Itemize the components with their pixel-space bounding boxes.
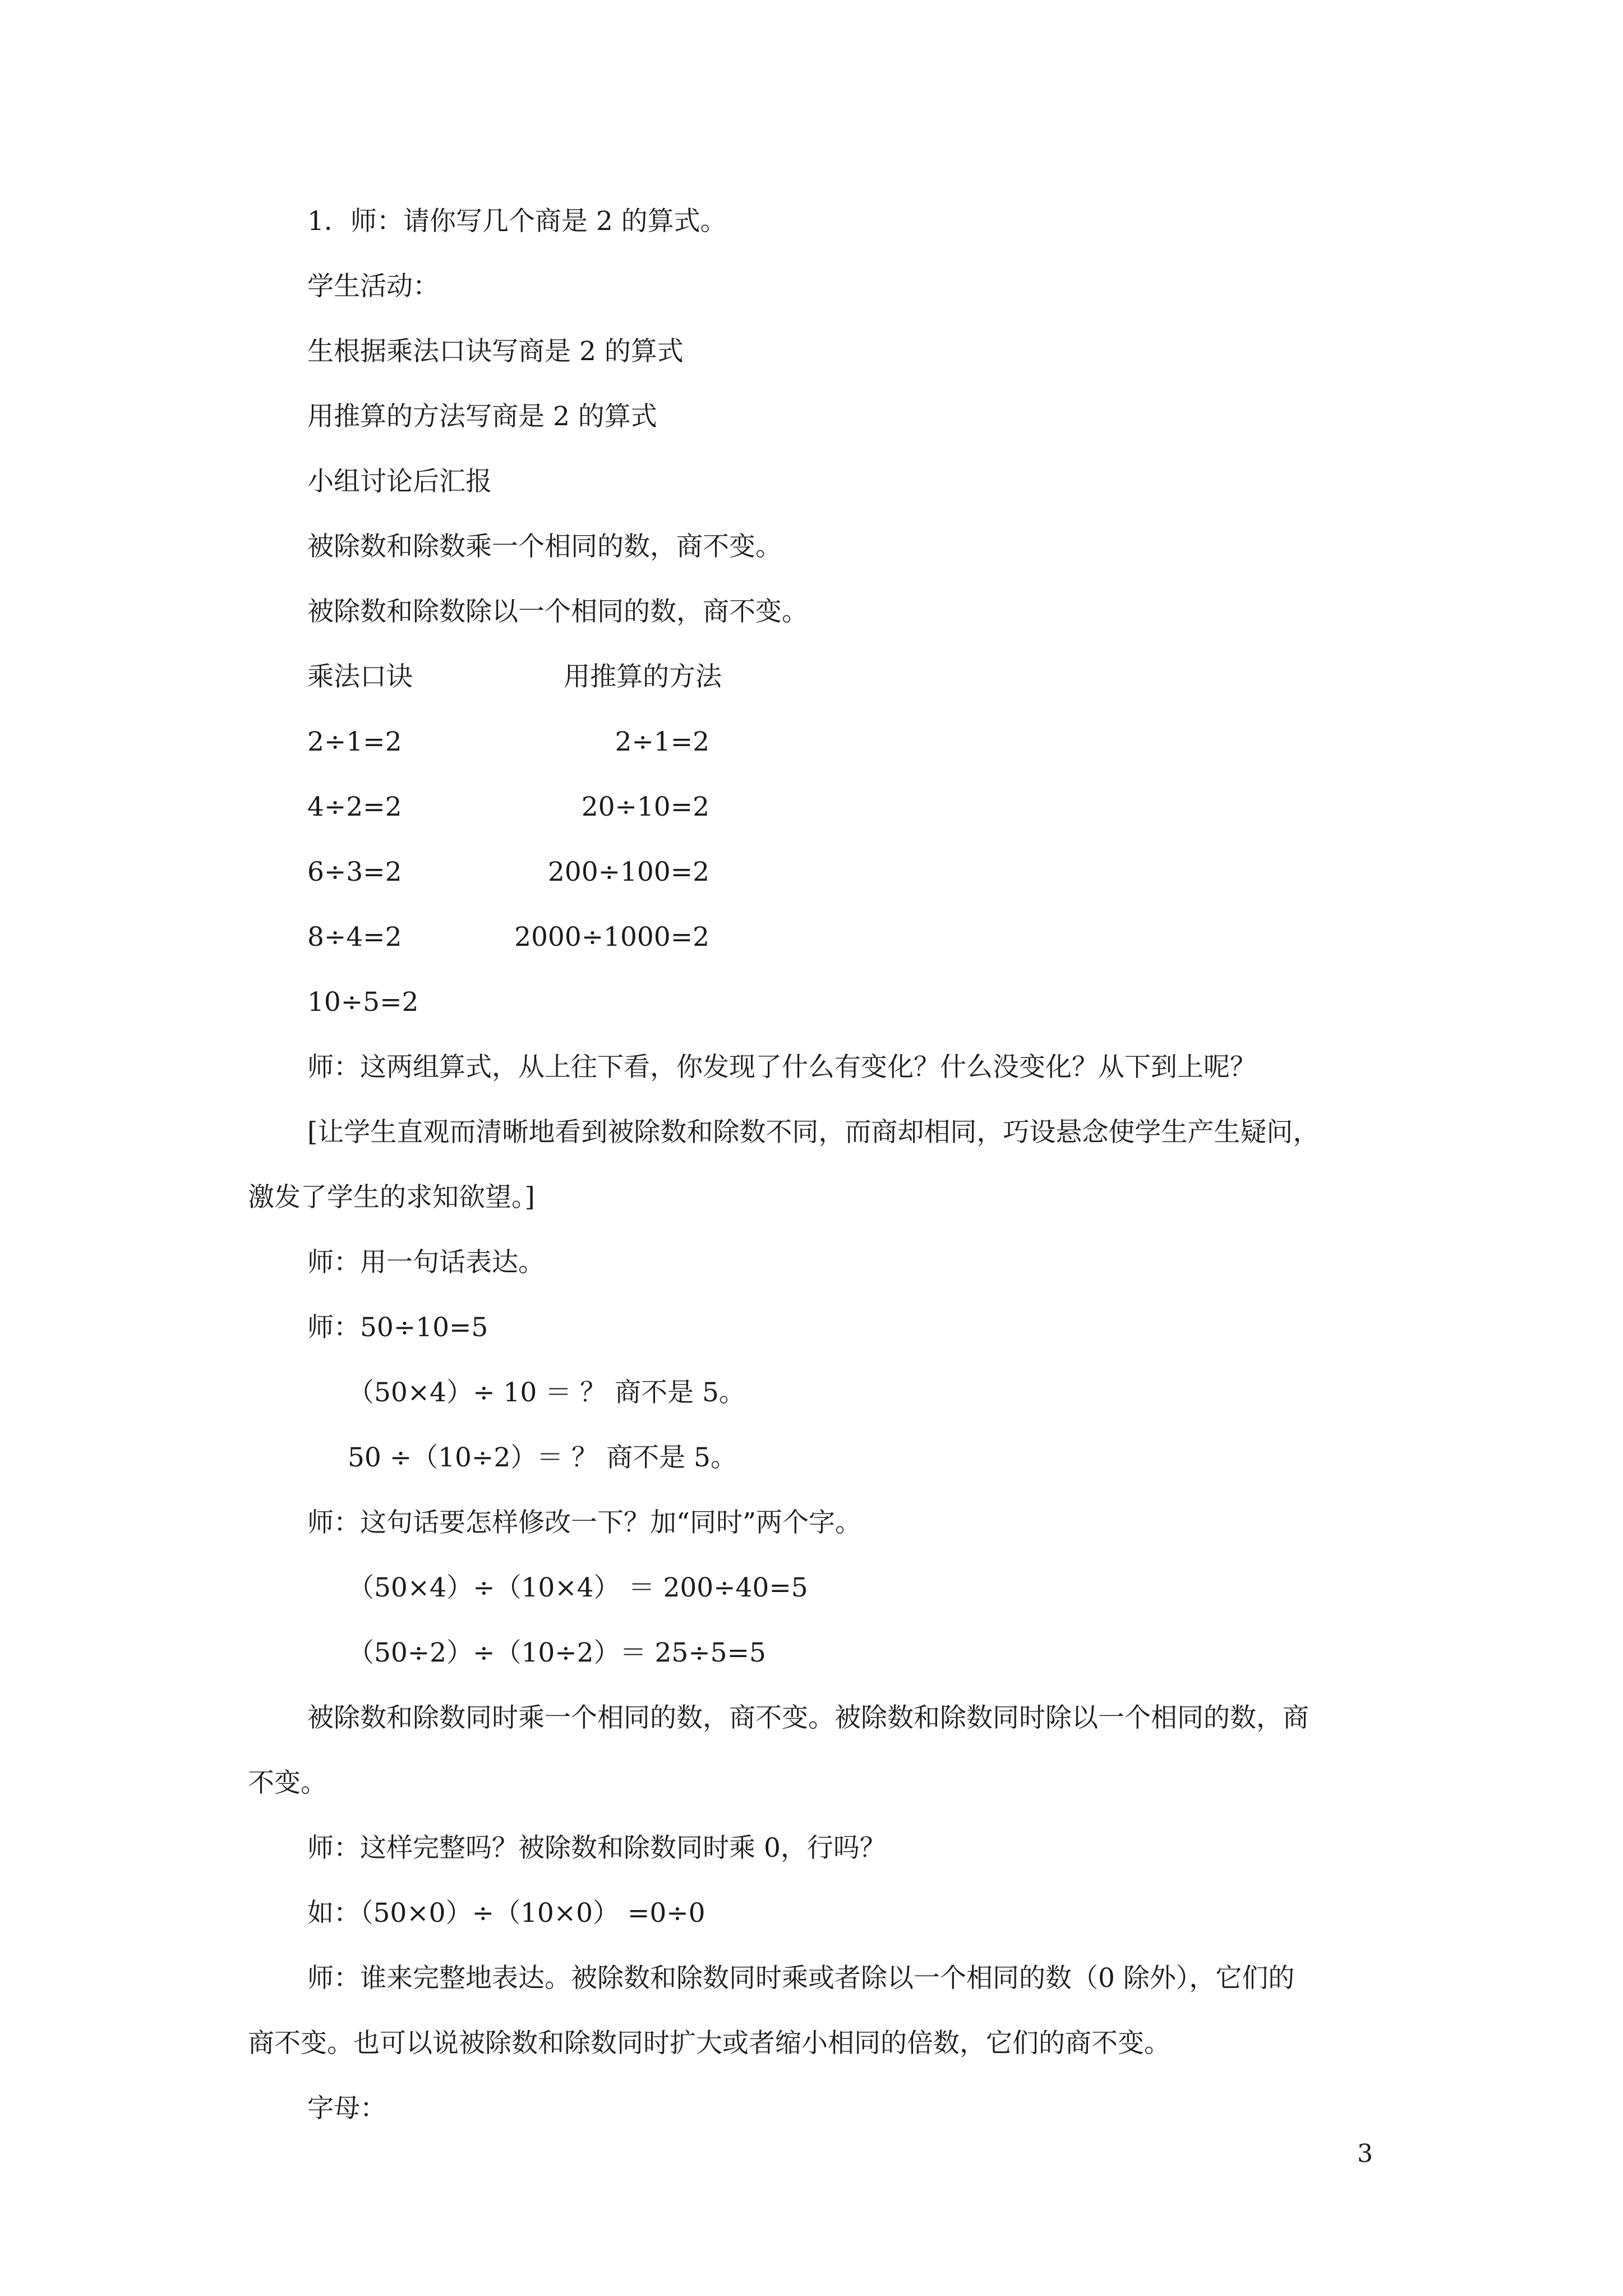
table-right-row: 2000÷1000=2 — [514, 922, 709, 953]
full-rule-line-2: 商不变。也可以说被除数和除数同时扩大或者缩小相同的倍数，它们的商不变。 — [248, 2028, 1170, 2059]
table-left-row: 2÷1=2 — [307, 726, 402, 757]
table-header-left: 乘法口诀 — [307, 661, 413, 692]
page-number: 3 — [1357, 2139, 1373, 2168]
teacher-question-1: 师：这两组算式，从上往下看，你发现了什么有变化？什么没变化？从下到上呢？ — [307, 1052, 1256, 1083]
activity-step-3: 小组讨论后汇报 — [307, 466, 492, 497]
example-equation: 师：50÷10=5 — [307, 1312, 488, 1343]
table-left-row: 8÷4=2 — [307, 922, 402, 953]
table-right-row: 200÷100=2 — [547, 857, 709, 887]
table-left-row: 10÷5=2 — [307, 987, 419, 1018]
table-right-row: 2÷1=2 — [615, 726, 709, 757]
table-left-row: 4÷2=2 — [307, 792, 402, 822]
teacher-question-2: 师：这样完整吗？被除数和除数同时乘 0，行吗？ — [307, 1833, 886, 1864]
rule-line-1: 被除数和除数同时乘一个相同的数，商不变。被除数和除数同时除以一个相同的数，商 — [307, 1703, 1309, 1733]
table-right-row: 20÷10=2 — [581, 792, 709, 822]
example-equation: （50÷2）÷（10÷2）＝ 25÷5=5 — [348, 1637, 766, 1668]
full-rule-line-1: 师：谁来完整地表达。被除数和除数同时乘或者除以一个相同的数（0 除外），它们的 — [307, 1963, 1295, 1994]
letters-label: 字母： — [307, 2093, 386, 2124]
activity-step-1: 生根据乘法口诀写商是 2 的算式 — [307, 336, 684, 367]
example-equation: （50×4）÷ 10 ＝ ？ 商不是 5。 — [348, 1377, 745, 1408]
teacher-modify: 师：这句话要怎样修改一下？加“同时”两个字。 — [307, 1507, 862, 1538]
student-activity-label: 学生活动： — [307, 271, 439, 302]
rule-line-2: 不变。 — [248, 1768, 327, 1798]
example-zero: 如：（50×0）÷（10×0） =0÷0 — [307, 1898, 706, 1929]
example-equation: （50×4）÷（10×4） ＝ 200÷40=5 — [348, 1572, 808, 1603]
teacher-express: 师：用一句话表达。 — [307, 1247, 545, 1278]
task-line: 1．师：请你写几个商是 2 的算式。 — [307, 206, 727, 237]
teaching-note-line-2: 激发了学生的求知欲望。] — [248, 1182, 535, 1213]
observation-2: 被除数和除数除以一个相同的数，商不变。 — [307, 596, 808, 627]
table-left-row: 6÷3=2 — [307, 857, 402, 887]
observation-1: 被除数和除数乘一个相同的数，商不变。 — [307, 531, 782, 562]
example-equation: 50 ÷（10÷2）＝ ？ 商不是 5。 — [348, 1442, 737, 1473]
activity-step-2: 用推算的方法写商是 2 的算式 — [307, 401, 657, 432]
teaching-note-line-1: [让学生直观而清晰地看到被除数和除数不同，而商却相同，巧设悬念使学生产生疑问， — [307, 1117, 1320, 1148]
table-header-right: 用推算的方法 — [564, 661, 722, 692]
